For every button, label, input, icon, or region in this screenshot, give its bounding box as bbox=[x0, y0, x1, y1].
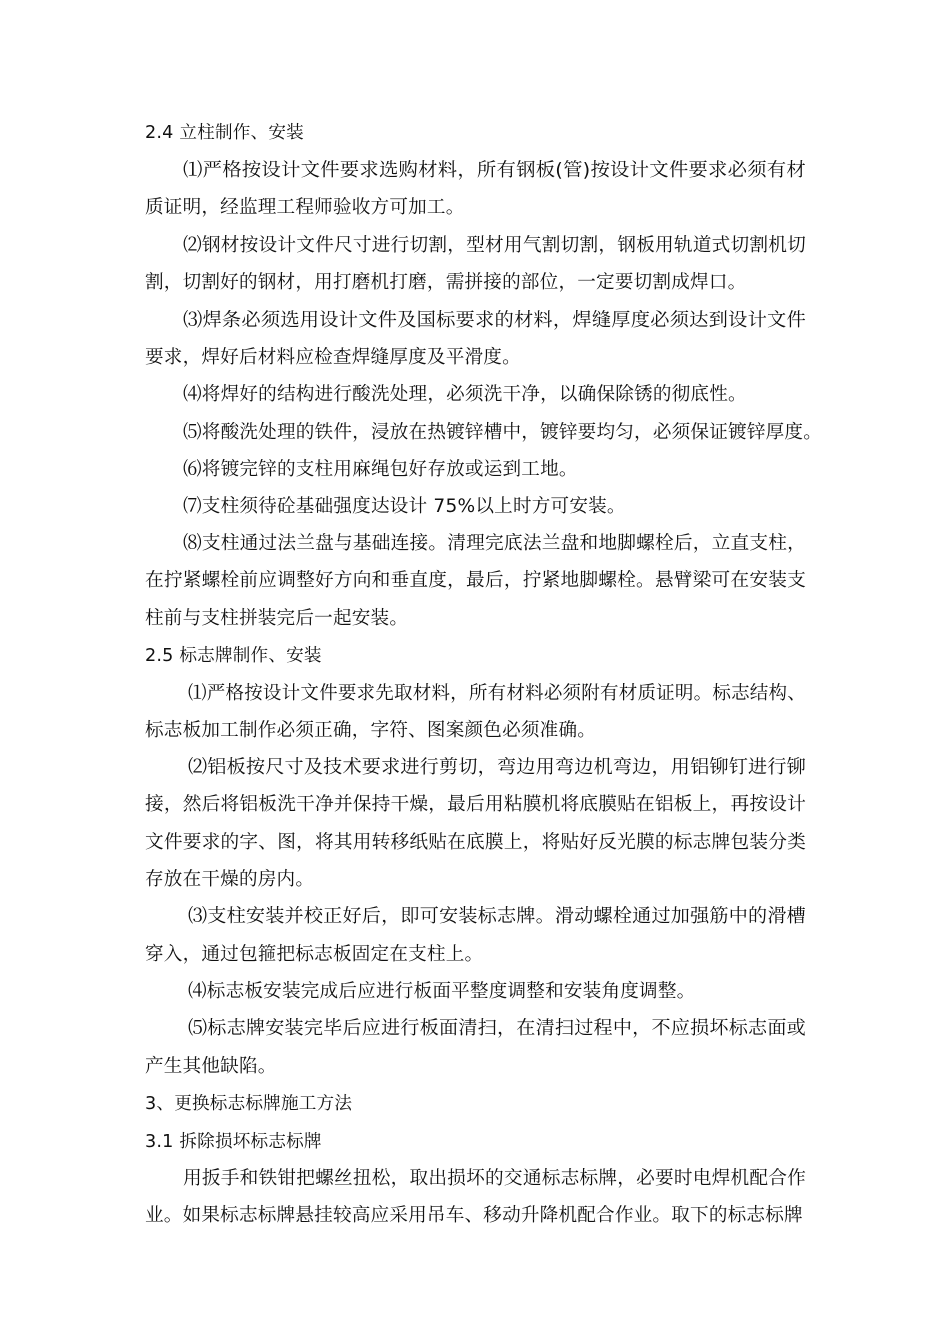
paragraph-line: 业。如果标志标牌悬挂较高应采用吊车、移动升降机配合作业。取下的标志标牌 bbox=[145, 1205, 803, 1226]
paragraph-line: 质证明，经监理工程师验收方可加工。 bbox=[145, 197, 465, 218]
paragraph-first-line: ⑵铝板按尺寸及技术要求进行剪切，弯边用弯边机弯边，用铝铆钉进行铆 bbox=[188, 757, 806, 778]
paragraph-line: 要求，焊好后材料应检查焊缝厚度及平滑度。 bbox=[145, 347, 521, 368]
paragraph-line: 穿入，通过包箍把标志板固定在支柱上。 bbox=[145, 944, 484, 965]
paragraph-line: 在拧紧螺栓前应调整好方向和垂直度，最后，拧紧地脚螺栓。悬臂梁可在安装支 bbox=[145, 570, 806, 591]
paragraph-line: 标志板加工制作必须正确，字符、图案颜色必须准确。 bbox=[145, 720, 597, 741]
paragraph-line: 割，切割好的钢材，用打磨机打磨，需拼接的部位，一定要切割成焊口。 bbox=[145, 272, 747, 293]
paragraph-first-line: ⑴严格按设计文件要求先取材料，所有材料必须附有材质证明。标志结构、 bbox=[188, 683, 806, 704]
paragraph-first-line: ⑶焊条必须选用设计文件及国标要求的材料，焊缝厚度必须达到设计文件 bbox=[183, 310, 806, 331]
paragraph-line: 文件要求的字、图，将其用转移纸贴在底膜上，将贴好反光膜的标志牌包装分类 bbox=[145, 832, 806, 853]
paragraph-first-line: ⑷标志板安装完成后应进行板面平整度调整和安装角度调整。 bbox=[188, 981, 696, 1002]
section-heading: 2.5 标志牌制作、安装 bbox=[145, 646, 322, 666]
paragraph-first-line: ⑵钢材按设计文件尺寸进行切割，型材用气割切割，钢板用轨道式切割机切 bbox=[183, 235, 806, 256]
section-heading: 2.4 立柱制作、安装 bbox=[145, 123, 304, 143]
paragraph-first-line: ⑴严格按设计文件要求选购材料，所有钢板(管)按设计文件要求必须有材 bbox=[183, 160, 806, 181]
paragraph-first-line: ⑸标志牌安装完毕后应进行板面清扫，在清扫过程中，不应损坏标志面或 bbox=[188, 1018, 806, 1039]
paragraph-first-line: ⑺支柱须待砼基础强度达设计 75%以上时方可安装。 bbox=[183, 496, 626, 517]
paragraph-line: 柱前与支柱拼装完后一起安装。 bbox=[145, 608, 409, 629]
paragraph-line: 产生其他缺陷。 bbox=[145, 1056, 277, 1077]
paragraph-first-line: ⑻支柱通过法兰盘与基础连接。清理完底法兰盘和地脚螺栓后，立直支柱， bbox=[183, 533, 806, 554]
paragraph-first-line: ⑸将酸洗处理的铁件，浸放在热镀锌槽中，镀锌要均匀，必须保证镀锌厚度。 bbox=[183, 422, 822, 443]
paragraph-first-line: ⑷将焊好的结构进行酸洗处理，必须洗干净，以确保除锈的彻底性。 bbox=[183, 384, 747, 405]
paragraph-first-line: ⑹将镀完锌的支柱用麻绳包好存放或运到工地。 bbox=[183, 459, 578, 480]
paragraph-line: 存放在干燥的房内。 bbox=[145, 869, 315, 890]
section-heading: 3.1 拆除损坏标志标牌 bbox=[145, 1132, 322, 1152]
paragraph-line: 接，然后将铝板洗干净并保持干燥，最后用粘膜机将底膜贴在铝板上，再按设计 bbox=[145, 794, 806, 815]
paragraph-first-line: 用扳手和铁钳把螺丝扭松，取出损坏的交通标志标牌，必要时电焊机配合作 bbox=[183, 1168, 806, 1189]
paragraph-first-line: ⑶支柱安装并校正好后，即可安装标志牌。滑动螺栓通过加强筋中的滑槽 bbox=[188, 906, 806, 927]
section-heading: 3、更换标志标牌施工方法 bbox=[145, 1094, 353, 1114]
